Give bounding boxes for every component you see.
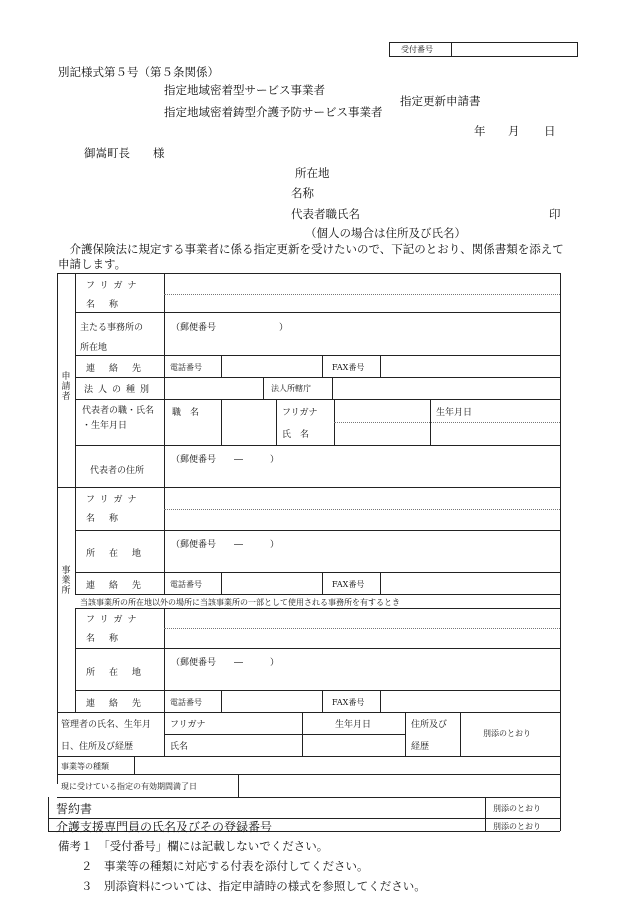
care-manager-value: 別添のとおり	[493, 822, 541, 831]
branch-location-label: 所在地	[86, 668, 156, 678]
applicant-section-label: 申請者	[61, 372, 71, 402]
applicant-furigana-label: フリガナ	[86, 281, 142, 291]
date-month: 月	[508, 124, 520, 138]
office-name-label: 名称	[86, 514, 133, 524]
form-number: 別記様式第５号（第５条関係）	[58, 65, 219, 79]
receipt-label: 受付番号	[401, 45, 433, 54]
header-note: （個人の場合は住所及び氏名）	[305, 226, 466, 240]
title-line1: 指定地域密着型サービス事業者	[164, 83, 325, 97]
manager-furigana-label: フリガナ	[170, 720, 206, 730]
applicant-contact-label: 連絡先	[86, 364, 156, 374]
title-main: 指定更新申請書	[400, 94, 481, 108]
applicant-fax-label: FAX番号	[332, 363, 365, 372]
intro-text: 介護保険法に規定する事業者に係る指定更新を受けたいので、下記のとおり、関係書類を添えて申請します。	[58, 242, 564, 271]
office-furigana-label: フリガナ	[86, 495, 142, 505]
pledge-label: 誓約書	[56, 802, 93, 816]
rep-address-label: 代表者の住所	[90, 466, 145, 476]
header-location: 所在地	[295, 166, 330, 180]
rep-furigana-label: フリガナ	[282, 408, 318, 418]
manager-label-2: 日、住所及び経歴	[61, 742, 134, 752]
applicant-tel-label: 電話番号	[170, 363, 202, 372]
office-location-label: 所在地	[86, 549, 156, 559]
branch-postal[interactable]: （郵便番号 ― ）	[171, 658, 280, 668]
branch-fax-label: FAX番号	[332, 698, 365, 707]
note-3: ３ 別添資料については、指定申請時の様式を参照してください。	[58, 879, 426, 893]
branch-note: 当該事業所の所在地以外の場所に当該事業所の一部として使用される事務所を有するとき	[80, 598, 400, 607]
seal-mark: 印	[549, 207, 561, 221]
rep-name-label: 氏 名	[282, 430, 310, 440]
date-day: 日	[544, 124, 556, 138]
care-manager-label: 介護支援専門員の氏名及びその登録番号	[56, 820, 273, 834]
office-address-label-2: 所在地	[80, 343, 108, 353]
manager-label-1: 管理者の氏名、生年月	[61, 720, 152, 730]
branch-tel-label: 電話番号	[170, 698, 202, 707]
note-2: ２ 事業等の種類に対応する付表を添付してください。	[58, 859, 369, 873]
office-address-label-1: 主たる事務所の	[80, 323, 144, 333]
corp-type-label: 法人の種別	[84, 385, 155, 395]
branch-furigana-label: フリガナ	[86, 615, 142, 625]
office-section-label: 事業所	[61, 566, 71, 596]
manager-addr-label-2: 経歴	[411, 742, 430, 752]
rep-position-label: 職 名	[172, 408, 200, 418]
rep-label-1: 代表者の職・氏名	[82, 406, 155, 416]
applicant-postal[interactable]: （郵便番号 ）	[171, 323, 289, 333]
office-postal[interactable]: （郵便番号 ― ）	[171, 540, 280, 550]
business-type-label: 事業等の種類	[61, 762, 109, 771]
manager-addr-label-1: 住所及び	[411, 720, 448, 730]
manager-separate: 別添のとおり	[483, 729, 531, 738]
expiry-label: 現に受けている指定の有効期間満了日	[61, 782, 197, 791]
branch-name-label: 名称	[86, 634, 133, 644]
applicant-name-label: 名称	[86, 300, 133, 310]
rep-label-2: ・生年月日	[82, 421, 128, 431]
office-contact-label: 連絡先	[86, 581, 156, 591]
branch-contact-label: 連絡先	[86, 699, 156, 709]
title-line2: 指定地域密着鋳型介護予防サービス事業者	[164, 105, 383, 119]
header-rep: 代表者職氏名	[291, 207, 360, 221]
date-year: 年	[474, 124, 486, 138]
manager-name-label: 氏名	[170, 742, 189, 752]
addressee: 御嵩町長 様	[84, 146, 165, 160]
note-1: 備考１ 「受付番号」欄には記載しないでください。	[58, 839, 329, 853]
rep-postal[interactable]: （郵便番号 ― ）	[171, 455, 280, 465]
corp-office-label: 法人所轄庁	[271, 384, 311, 393]
header-name: 名称	[291, 186, 314, 200]
office-tel-label: 電話番号	[170, 580, 202, 589]
office-fax-label: FAX番号	[332, 580, 365, 589]
rep-birth-label: 生年月日	[436, 408, 473, 418]
pledge-value: 別添のとおり	[493, 804, 541, 813]
manager-birth-label: 生年月日	[335, 720, 372, 730]
